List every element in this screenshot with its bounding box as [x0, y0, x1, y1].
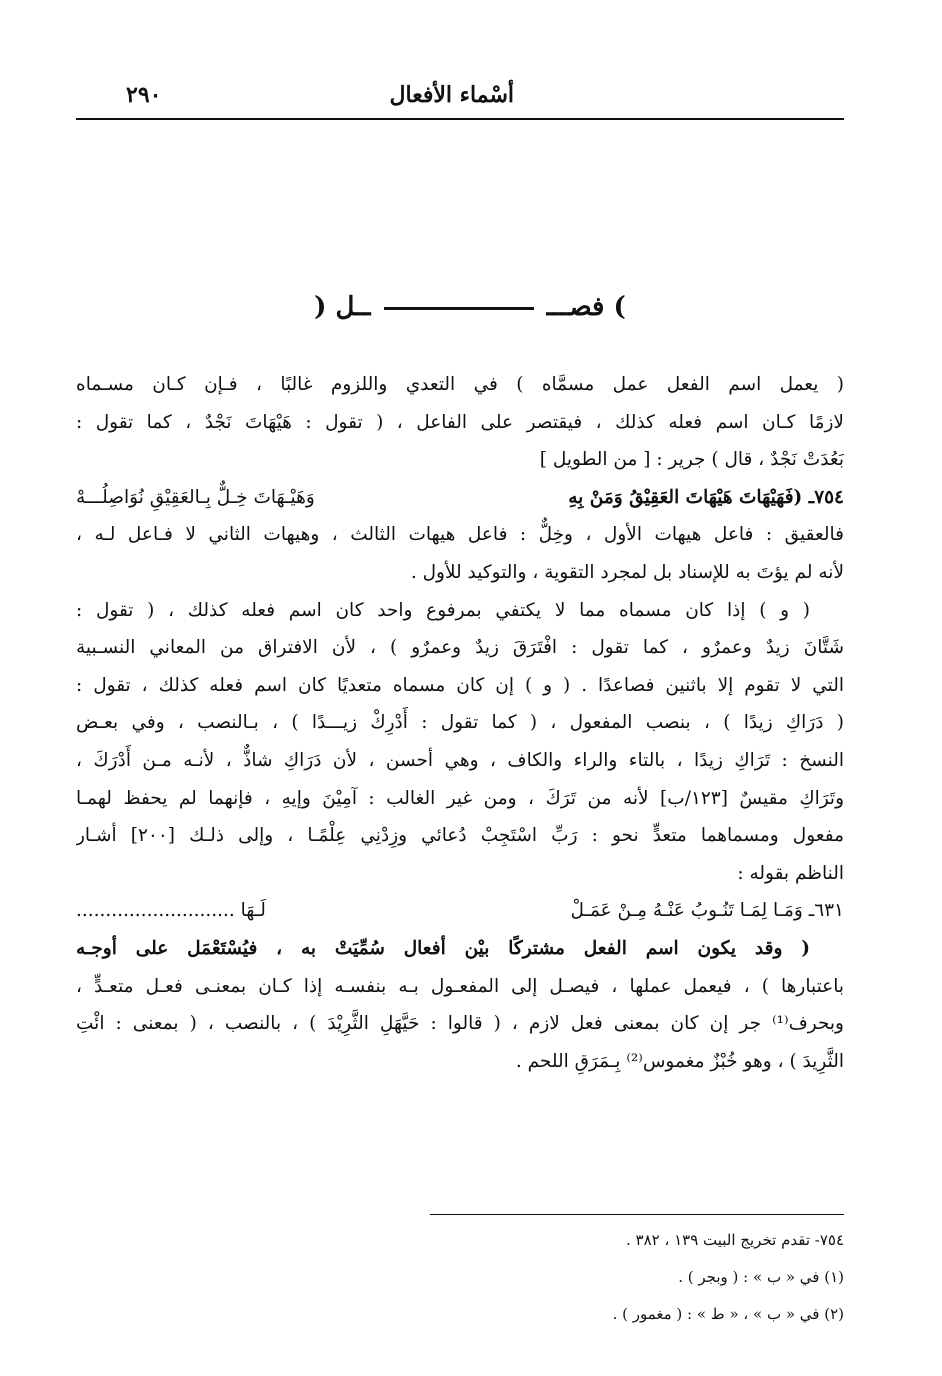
section-title-word: فصـــ: [546, 292, 605, 322]
section-title-kashida: [384, 307, 534, 310]
verse-631-first-text: وَمَـا لِمَـا تَنُـوبُ عَنْـهُ مِـنْ عَمَـلْ: [570, 900, 803, 922]
body-line: لازمًا كـان اسم فعله كذلك ، فيقتصر على الفاعل ، ( تقول : هَيْهَاتَ نَجْدٌ ، كما تقول :: [76, 411, 844, 433]
page-number: ٢٩٠: [126, 82, 162, 108]
body-line: الناظم بقوله :: [737, 862, 844, 884]
verse-631-number: ٦٣١ـ: [808, 900, 844, 922]
verse-631-first-hemistich: [571, 892, 844, 930]
section-title-close-paren: ): [613, 292, 626, 322]
body-line: التي لا تقوم إلا باثنين فصاعدًا . ( و ) إن كان مسماه متعديًا كان اسم فعله كذلك ، تقول :: [76, 674, 844, 696]
footnote: (١) في « ب » : ( وبجر ) .: [678, 1268, 844, 1286]
body-line: ( يعمل اسم الفعل عمل مسمَّاه ) في التعدي واللزوم غالبًا ، فـإن كـان مسـماه: [76, 374, 844, 395]
verse-754-number: ٧٥٤ـ: [808, 486, 844, 508]
verse-631-second-hemistich: لَـهَا ...........................: [76, 900, 266, 922]
footnote: (٢) في « ب » ، « ط » : ( مغمور ) .: [612, 1305, 844, 1323]
section-title: [280, 292, 660, 332]
running-head: [76, 82, 844, 116]
body-line: وتَرَاكِ مقيسٌ [١٢٣/ب] لأنه من تَرَكَ ، ومن غير الغالب : آمِيْنَ وإيهِ ، فإنهما لم يحفظ لهمـا: [76, 787, 844, 809]
body-line: ( دَرَاكِ زيدًا ) ، بنصب المفعول ، ( كما تقول : أَدْرِكْ زيـــدًا ) ، بـالنصب ، وفي بعـض: [76, 712, 844, 734]
section-title-word-end: ــل: [335, 292, 371, 322]
verse-754-first-hemistich: [568, 479, 844, 517]
body-line: لأنه لم يؤتَ به للإسناد بل لمجرد التقوية ، والتوكيد للأول .: [410, 561, 844, 583]
verse-754-first-text: (فَهَيْهَاتَ هَيْهَاتَ العَقِيْقُ وَمَنْ بِهِ: [568, 486, 803, 508]
body-line: باعتبارها ) ، فيعمل عملها ، فيصـل إلى المفعـول بـه بنفسـه إذا كـان بمعنـى فعـل متعـدٍّ ،: [76, 975, 844, 997]
body-text: [76, 366, 844, 1080]
verse-631: [76, 892, 844, 930]
verse-754-second-hemistich: وَهَيْـهَاتَ خِـلٌّ بِـالعَقِيْقِ نُوَاصِلُـــهْ: [76, 486, 315, 508]
footnotes: [76, 1222, 844, 1333]
section-title-open-paren: (: [314, 292, 327, 322]
running-title: أسْماء الأفعال: [389, 82, 514, 108]
body-line: وبحرف⁽¹⁾ جر إن كان بمعنى فعل لازم ، ( قالوا : حَيَّهَلِ الثَّرِيْدَ ) ، بالنصب ، ( بمعنى : ائْتِ: [76, 1013, 844, 1035]
footnote: ٧٥٤- تقدم تخريج البيت ١٣٩ ، ٣٨٢ .: [625, 1231, 844, 1249]
body-line: فالعقيق : فاعل هيهات الأول ، وخِلٌّ : فاعل هيهات الثالث ، وهيهات الثاني لا فـاعل لـه ،: [76, 524, 844, 546]
body-line: ( وقد يكون اسم الفعل مشتركًا بيْن أفعال سُمِّيَتْ به ، فيُسْتَعْمَل على أوجـه: [76, 937, 810, 959]
header-rule: [76, 118, 844, 120]
body-line: ( و ) إذا كان مسماه مما لا يكتفي بمرفوع واحد كان اسم فعله كذلك ، ( تقول :: [76, 599, 810, 621]
body-line: شَتَّانَ زيدٌ وعمرٌو ، كما تقول : افْتَرَقَ زيدٌ وعمرٌو ) ، لأن الافتراق من المعاني النسـبية: [76, 637, 844, 659]
footnote-rule: [430, 1214, 844, 1215]
body-line: مفعول ومسماهما متعدٍّ نحو : رَبِّ اسْتَجِبْ دُعائي وزِدْنِي عِلْمًـا ، وإلى ذلـك [٢٠٠] أشـار: [76, 825, 844, 847]
body-line: الثَّرِيدَ ) ، وهو خُبْزٌ مغموس⁽²⁾ بِـمَرَقِ اللحم .: [515, 1050, 844, 1072]
verse-754: [76, 479, 844, 517]
body-line: النسخ : تَرَاكِ زيدًا ، بالتاء والراء والكاف ، وهي أحسن ، لأن دَرَاكِ شاذٌّ ، لأنـه مـن أَدْرَكَ ،: [76, 749, 844, 771]
body-line: بَعُدَتْ نَجْدٌ ، قال ) جرير : [ من الطويل ]: [539, 449, 844, 471]
